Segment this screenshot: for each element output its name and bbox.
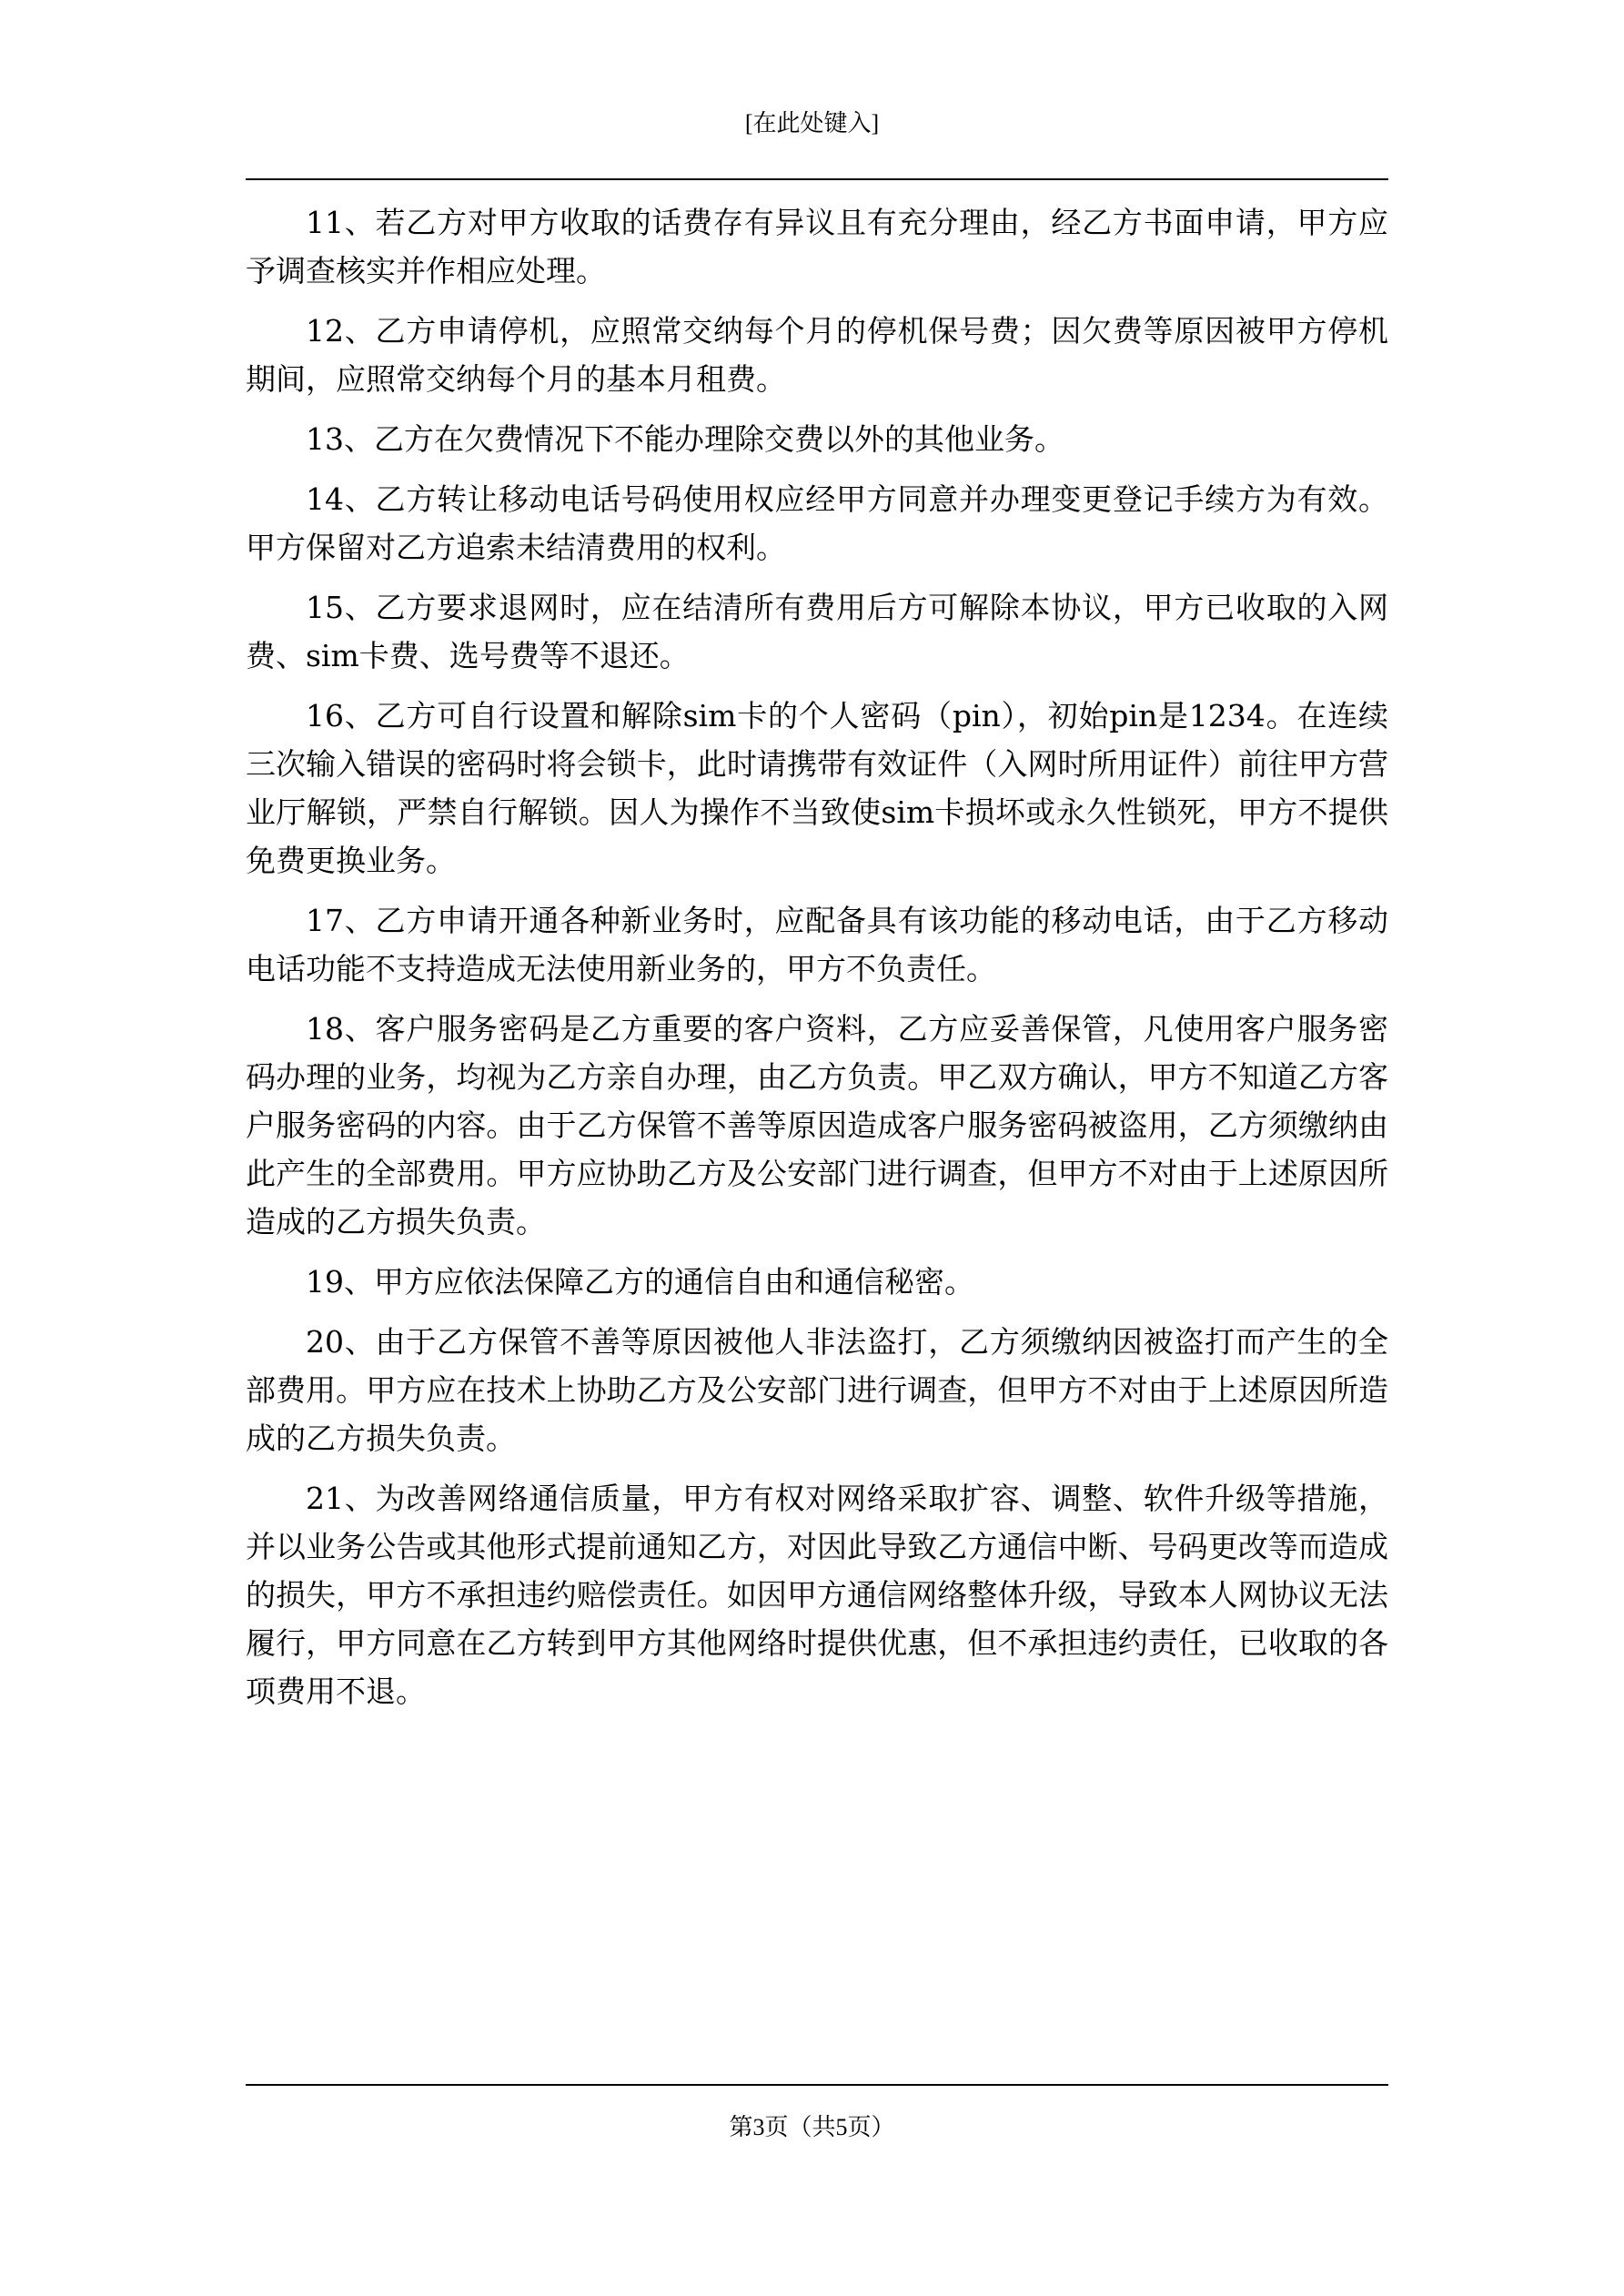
- page-header: [在此处键入]: [744, 110, 880, 137]
- clause-20: 20、由于乙方保管不善等原因被他人非法盗打，乙方须缴纳因被盗打而产生的全部费用。甲方应在技术上协助乙方及公安部门进行调查，但甲方不对由于上述原因所造成的乙方损失负责。: [246, 1324, 1388, 1456]
- clause-14: 14、乙方转让移动电话号码使用权应经甲方同意并办理变更登记手续方为有效。甲方保留对乙方追索未结清费用的权利。: [246, 481, 1388, 565]
- clause-19: 19、甲方应依法保障乙方的通信自由和通信秘密。: [306, 1264, 974, 1300]
- clause-18: 18、客户服务密码是乙方重要的客户资料，乙方应妥善保管，凡使用客户服务密码办理的业务，均视为乙方亲自办理，由乙方负责。甲乙双方确认，甲方不知道乙方客户服务密码的内容。由于乙方保管不善等原因造成客户服务密码被盗用，乙方须缴纳由此产生的全部费用。甲方应协助乙方及公安部门进行调查，但甲方不对由于上述原因所造成的乙方损失负责。: [246, 1011, 1388, 1239]
- document-body: [246, 198, 1388, 1727]
- clause-16: 16、乙方可自行设置和解除sim卡的个人密码（pin），初始pin是1234。在连续三次输入错误的密码时将会锁卡，此时请携带有效证件（入网时所用证件）前往甲方营业厅解锁，严禁自行解锁。因人为操作不当致使sim卡损坏或永久性锁死，甲方不提供免费更换业务。: [246, 698, 1388, 878]
- clause-21: 21、为改善网络通信质量，甲方有权对网络采取扩容、调整、软件升级等措施，并以业务公告或其他形式提前通知乙方，对因此导致乙方通信中断、号码更改等而造成的损失，甲方不承担违约赔偿责任。如因甲方通信网络整体升级，导致本人网协议无法履行，甲方同意在乙方转到甲方其他网络时提供优惠，但不承担违约责任，已收取的各项费用不退。: [246, 1481, 1388, 1709]
- footer-divider: [246, 2084, 1388, 2086]
- clause-11: 11、若乙方对甲方收取的话费存有异议且有充分理由，经乙方书面申请，甲方应予调查核实并作相应处理。: [246, 205, 1388, 288]
- header-divider: [246, 178, 1388, 180]
- clause-12: 12、乙方申请停机，应照常交纳每个月的停机保号费；因欠费等原因被甲方停机期间，应照常交纳每个月的基本月租费。: [246, 313, 1388, 397]
- clause-15: 15、乙方要求退网时，应在结清所有费用后方可解除本协议，甲方已收取的入网费、sim卡费、选号费等不退还。: [246, 590, 1388, 673]
- clause-13: 13、乙方在欠费情况下不能办理除交费以外的其他业务。: [306, 421, 1064, 457]
- page-footer: 第3页（共5页）: [729, 2114, 895, 2140]
- clause-17: 17、乙方申请开通各种新业务时，应配备具有该功能的移动电话，由于乙方移动电话功能不支持造成无法使用新业务的，甲方不负责任。: [246, 903, 1388, 986]
